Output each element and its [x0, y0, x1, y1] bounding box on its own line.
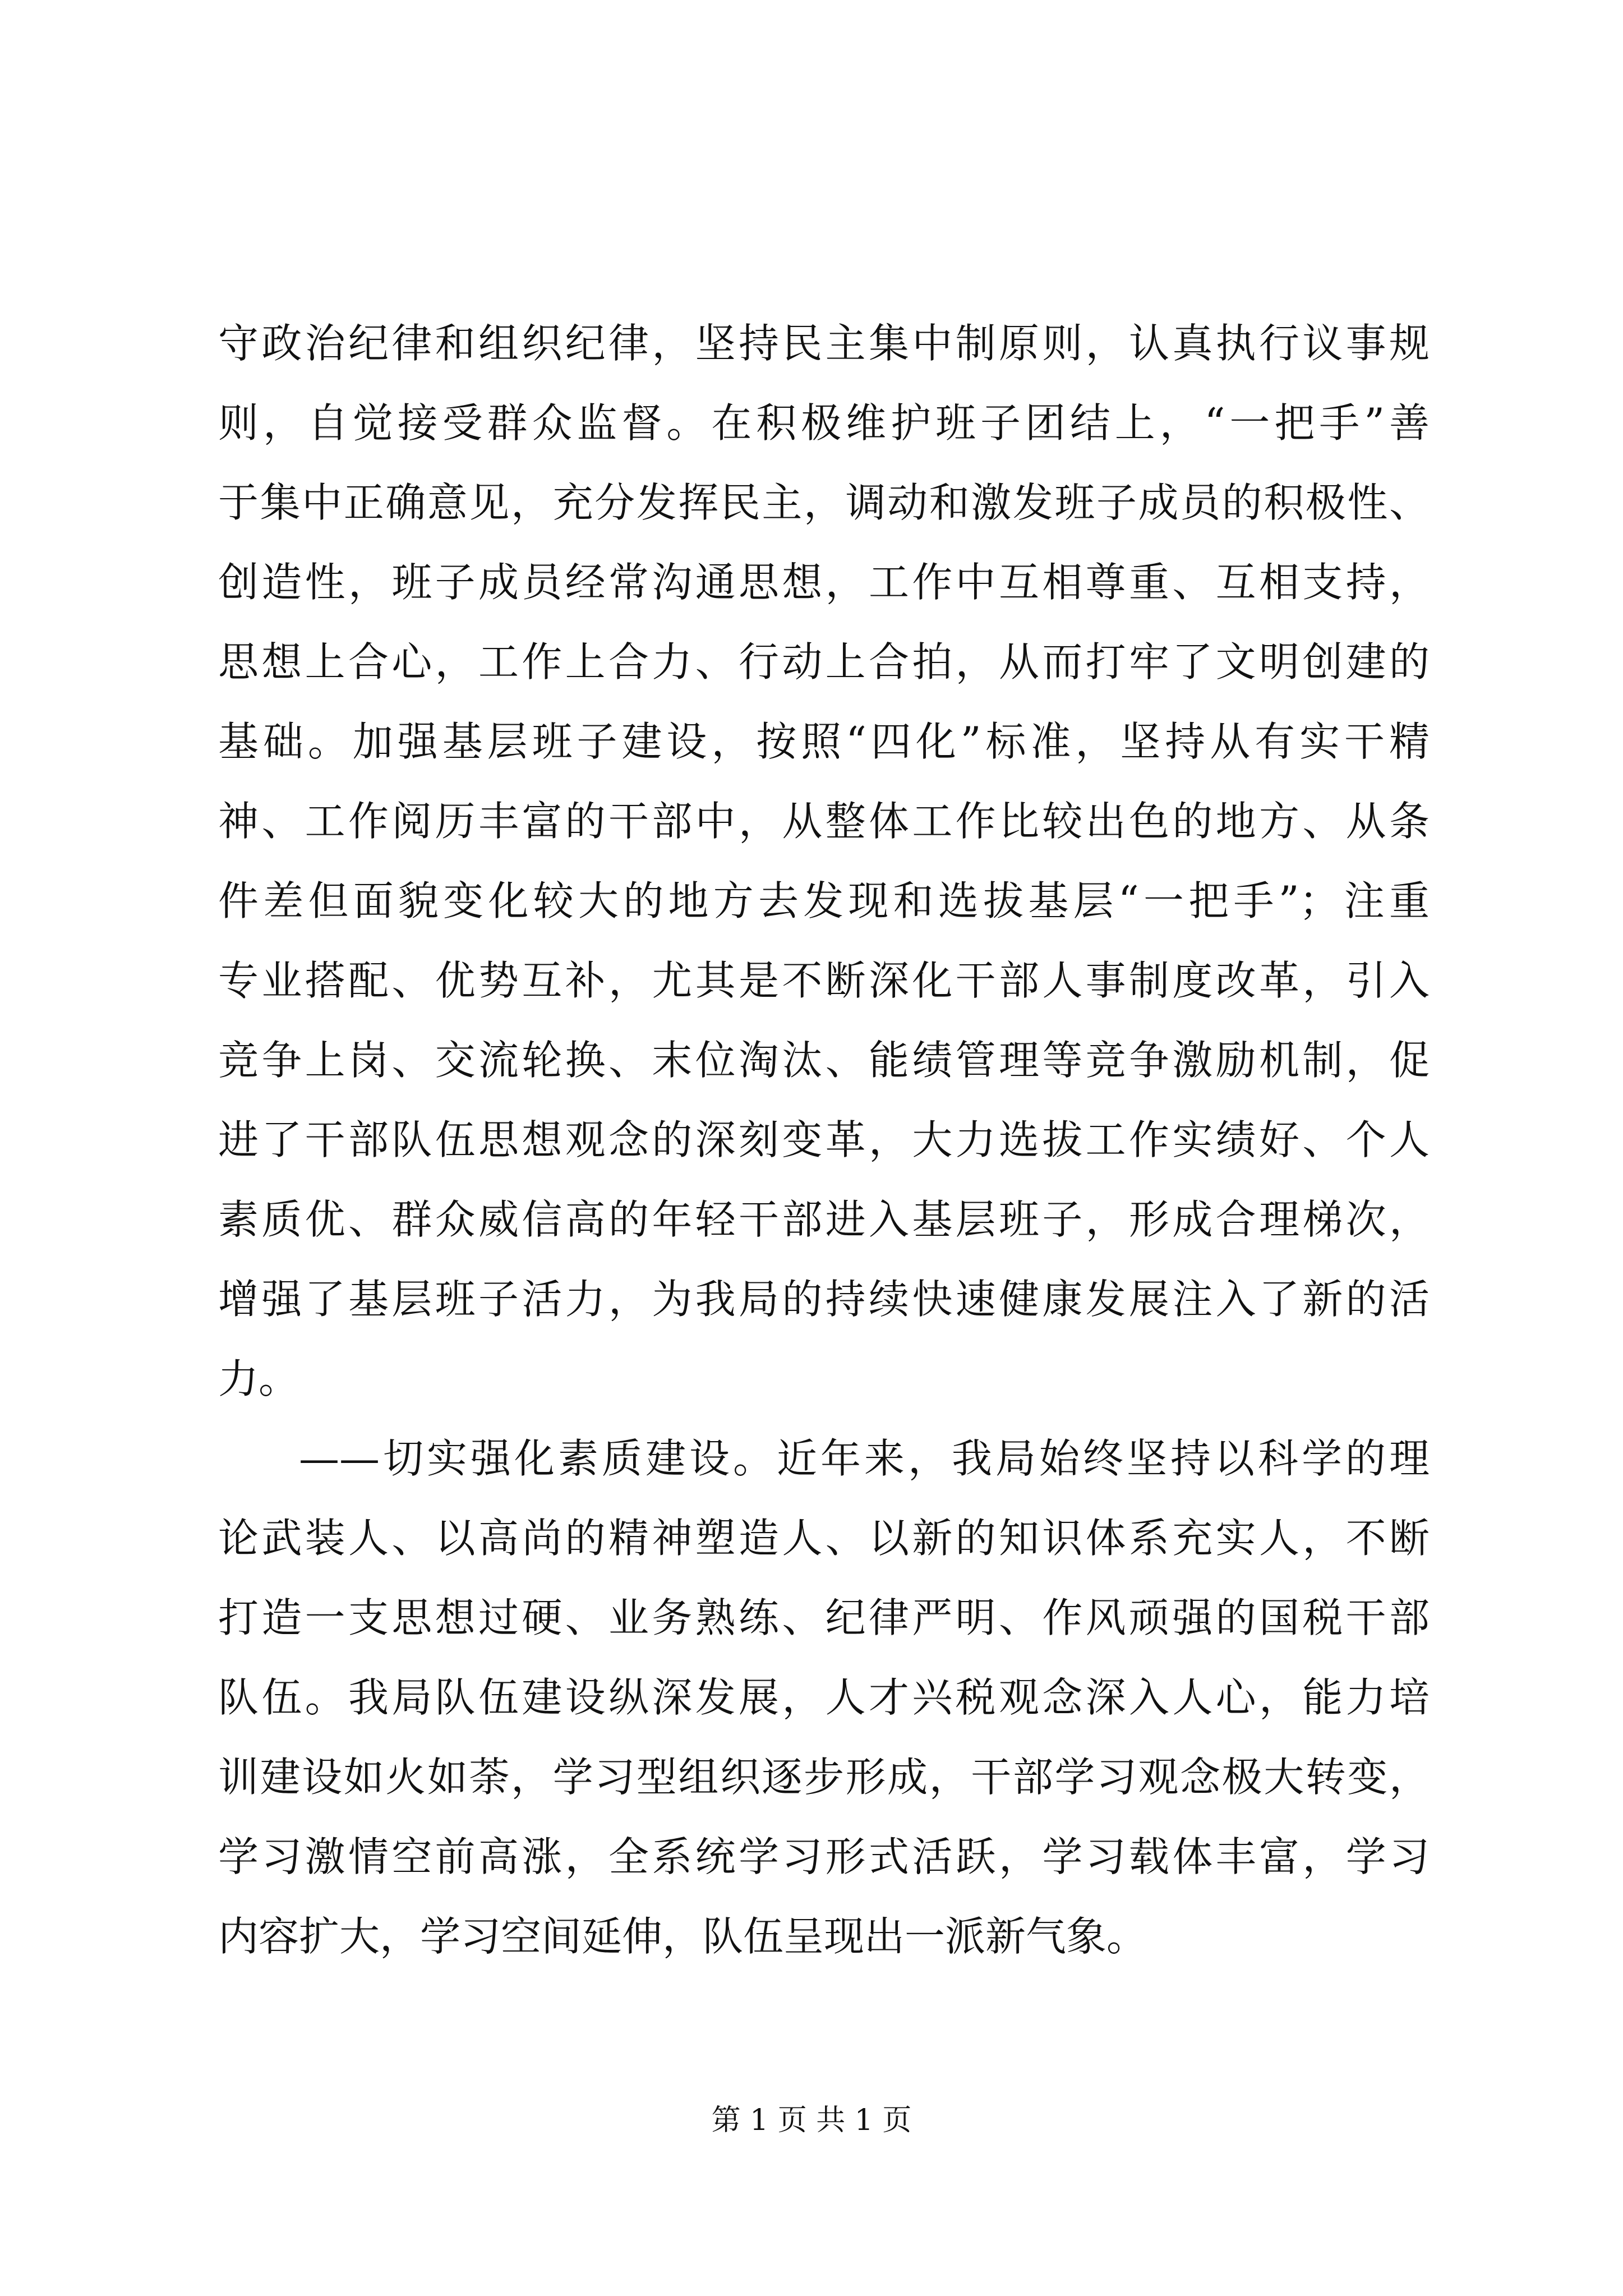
text-line: 增强了基层班子活力，为我局的持续快速健康发展注入了新的活 [218, 1276, 1430, 1323]
text-line: 打造一支思想过硬、业务熟练、纪律严明、作风顽强的国税干部 [218, 1594, 1430, 1641]
text-line: 件差但面貌变化较大的地方去发现和选拔基层“一把手”；注重 [218, 877, 1430, 924]
text-line: 学习激情空前高涨，全系统学习形式活跃，学习载体丰富，学习 [218, 1833, 1430, 1880]
text-line: 素质优、群众威信高的年轻干部进入基层班子，形成合理梯次， [218, 1196, 1430, 1243]
text-line: 内容扩大，学习空间延伸，队伍呈现出一派新气象。 [218, 1913, 1147, 1960]
text-line: 于集中正确意见，充分发挥民主，调动和激发班子成员的积极性、 [218, 479, 1430, 526]
text-line: 神、工作阅历丰富的干部中，从整体工作比较出色的地方、从条 [218, 798, 1430, 845]
text-line: 论武装人、以高尚的精神塑造人、以新的知识体系充实人，不断 [218, 1515, 1430, 1562]
text-line: 专业搭配、优势互补，尤其是不断深化干部人事制度改革，引入 [218, 957, 1430, 1004]
text-line: 力。 [218, 1355, 299, 1402]
page-number-footer: 第 1 页 共 1 页 [711, 2104, 912, 2137]
document-body [218, 303, 1430, 1976]
text-line: 队伍。我局队伍建设纵深发展，人才兴税观念深入人心，能力培 [218, 1674, 1430, 1721]
paragraph-1 [218, 303, 1430, 1419]
text-line: 则，自觉接受群众监督。在积极维护班子团结上，“一把手”善 [218, 399, 1430, 447]
text-line: 基础。加强基层班子建设，按照“四化”标准，坚持从有实干精 [218, 718, 1430, 765]
text-line: 竞争上岗、交流轮换、末位淘汰、能绩管理等竞争激励机制，促 [218, 1037, 1430, 1084]
text-line: 创造性，班子成员经常沟通思想，工作中互相尊重、互相支持， [218, 559, 1430, 606]
text-line: 进了干部队伍思想观念的深刻变革，大力选拔工作实绩好、个人 [218, 1116, 1430, 1163]
text-line: 思想上合心，工作上合力、行动上合拍，从而打牢了文明创建的 [218, 638, 1430, 685]
paragraph-2 [218, 1419, 1430, 1976]
text-line: 训建设如火如荼，学习型组织逐步形成，干部学习观念极大转变， [218, 1754, 1430, 1801]
text-line: ——切实强化素质建设。近年来，我局始终坚持以科学的理 [299, 1435, 1430, 1482]
text-line: 守政治纪律和组织纪律，坚持民主集中制原则，认真执行议事规 [218, 320, 1430, 367]
